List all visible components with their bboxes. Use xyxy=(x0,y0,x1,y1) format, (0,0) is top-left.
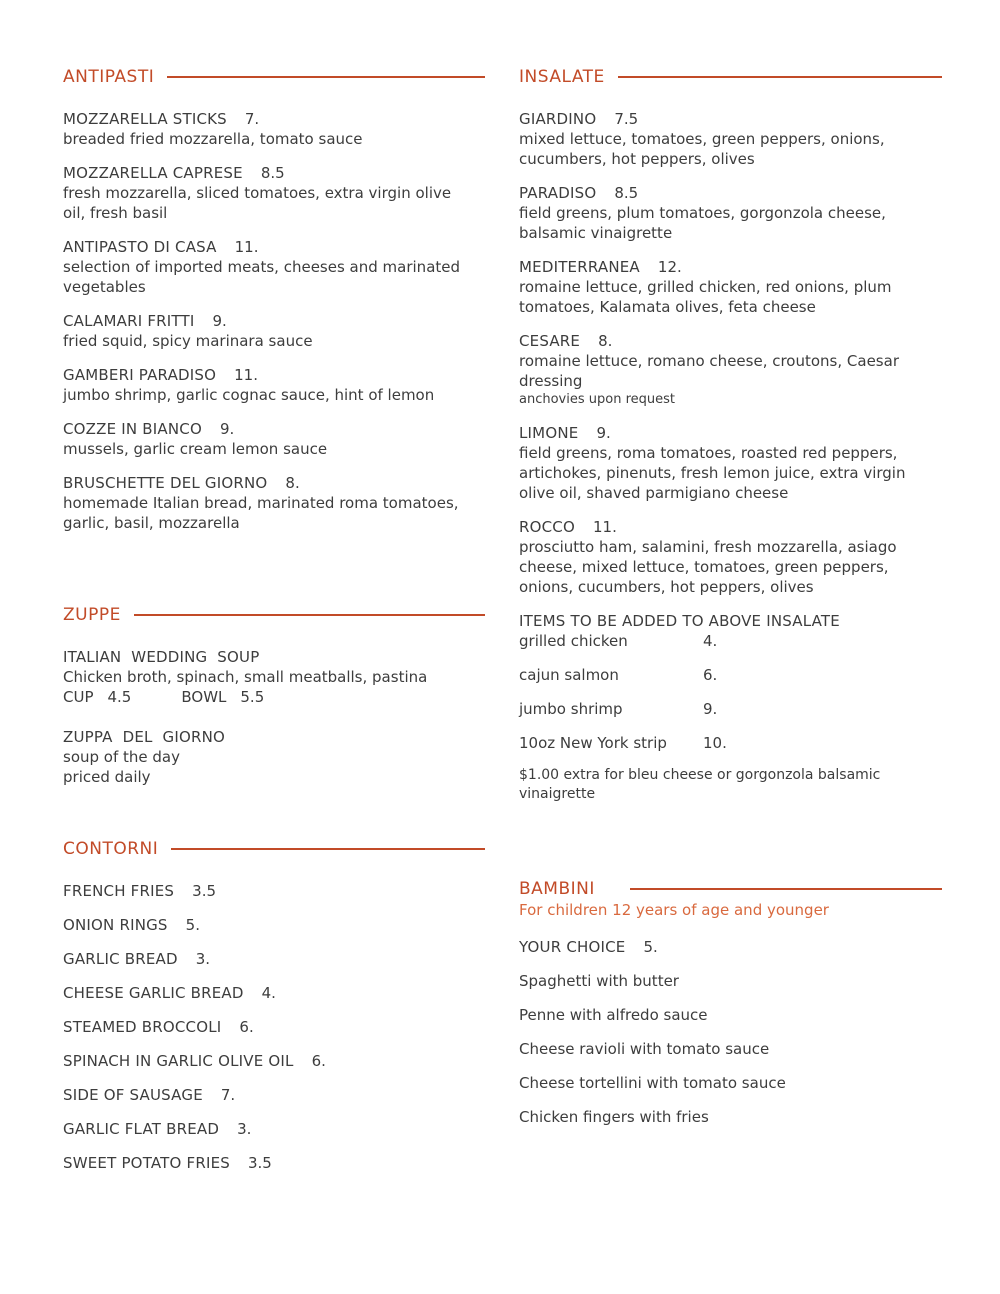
soup-sizes-line xyxy=(63,687,485,707)
menu-item-price: 12. xyxy=(657,258,682,276)
menu-item-price: 3. xyxy=(195,950,211,968)
menu-item xyxy=(519,257,942,317)
menu-item-name: ANTIPASTO DI CASA xyxy=(63,238,217,256)
menu-item-name: CESARE xyxy=(519,332,581,350)
bambini-item: Cheese ravioli with tomato sauce xyxy=(519,1040,770,1058)
menu-item-name: BRUSCHETTE DEL GIORNO xyxy=(63,474,268,492)
bambini-choice-name: YOUR CHOICE xyxy=(519,938,626,956)
cup-label: CUP xyxy=(63,688,94,706)
addon-item-price: 4. xyxy=(703,632,718,650)
menu-item-name: ITALIAN WEDDING SOUP xyxy=(63,648,260,666)
menu-item-price: 7. xyxy=(220,1086,236,1104)
menu-item-title-line xyxy=(63,365,485,385)
menu-item-title-line xyxy=(63,881,485,901)
menu-item-description: selection of imported meats, cheeses and marinated vegetables xyxy=(63,258,461,296)
addon-items xyxy=(519,631,942,753)
menu-item xyxy=(63,727,485,787)
menu-item-price: 9. xyxy=(212,312,227,330)
menu-item xyxy=(519,331,942,409)
menu-item-title-line xyxy=(63,311,485,331)
menu-item-price: 5. xyxy=(185,916,200,934)
menu-item-name: GIARDINO xyxy=(519,110,597,128)
contorni-title: CONTORNI xyxy=(63,839,159,859)
antipasti-items xyxy=(63,109,485,533)
menu-item xyxy=(63,1153,485,1173)
menu-item-name: CALAMARI FRITTI xyxy=(63,312,195,330)
menu-item xyxy=(63,1085,485,1105)
menu-item-title-line xyxy=(519,183,942,203)
bowl-price: 5.5 xyxy=(240,688,265,706)
contorni-items xyxy=(63,881,485,1173)
menu-item-name: GARLIC FLAT BREAD xyxy=(63,1120,220,1138)
menu-item-price: 11. xyxy=(234,366,258,384)
menu-item xyxy=(519,423,942,503)
menu-item-name: LIMONE xyxy=(519,424,579,442)
menu-item-title-line xyxy=(63,1119,485,1139)
menu-item-price: 3.5 xyxy=(192,882,217,900)
menu-item-title-line xyxy=(63,109,485,129)
menu-item-description: fried squid, spicy marinara sauce xyxy=(63,332,313,350)
menu-item xyxy=(519,517,942,597)
bambini-choice-line xyxy=(519,937,942,957)
menu-item xyxy=(63,365,485,405)
menu-item-name: GARLIC BREAD xyxy=(63,950,178,968)
bowl-label: BOWL xyxy=(181,688,227,706)
addons-heading: ITEMS TO BE ADDED TO ABOVE INSALATE xyxy=(519,612,840,630)
addon-item xyxy=(519,699,942,719)
section-bambini xyxy=(519,878,942,1127)
menu-item xyxy=(63,311,485,351)
addon-item-name: grilled chicken xyxy=(519,632,628,650)
bambini-item: Cheese tortellini with tomato sauce xyxy=(519,1074,786,1092)
menu-item-title-line xyxy=(63,1085,485,1105)
menu-item xyxy=(63,109,485,149)
menu-item-name: GAMBERI PARADISO xyxy=(63,366,217,384)
menu-item-price: 11. xyxy=(234,238,259,256)
menu-item-description: soup of the day xyxy=(63,748,180,766)
zuppe-header xyxy=(63,604,485,626)
menu-item-title-line xyxy=(63,1051,485,1071)
menu-item-title-line xyxy=(63,473,485,493)
menu-item xyxy=(63,1017,485,1037)
menu-item-title-line xyxy=(63,983,485,1003)
cup-price: 4.5 xyxy=(107,688,132,706)
section-insalate-addons xyxy=(519,611,942,804)
bambini-items xyxy=(519,971,942,1127)
section-zuppe xyxy=(63,604,485,787)
addon-item-name: 10oz New York strip xyxy=(519,734,667,752)
menu-item-description: mussels, garlic cream lemon sauce xyxy=(63,440,328,458)
menu-item-title-line xyxy=(63,1153,485,1173)
menu-item-price: 7. xyxy=(244,110,260,128)
menu-item-description: priced daily xyxy=(63,768,151,786)
zuppe-header-rule xyxy=(134,614,485,616)
menu-item-title-line xyxy=(63,949,485,969)
menu-item-price: 3. xyxy=(237,1120,252,1138)
insalate-items xyxy=(519,109,942,597)
menu-item-description: prosciutto ham, salamini, fresh mozzarella, asiago cheese, mixed lettuce, tomatoes, green peppers, onions, cucumbers, hot peppers, olives xyxy=(519,538,897,596)
menu-item-price: 8.5 xyxy=(260,164,285,182)
menu-item-name: CHEESE GARLIC BREAD xyxy=(63,984,244,1002)
contorni-header xyxy=(63,838,485,860)
menu-item-title-line xyxy=(63,727,485,747)
menu-item xyxy=(63,647,485,707)
menu-item-price: 11. xyxy=(592,518,617,536)
menu-item-name: SWEET POTATO FRIES xyxy=(63,1154,230,1172)
menu-item-name: FRENCH FRIES xyxy=(63,882,175,900)
menu-item-title-line xyxy=(519,257,942,277)
menu-item-name: MOZZARELLA STICKS xyxy=(63,110,227,128)
addon-item xyxy=(519,631,942,651)
bambini-item: Penne with alfredo sauce xyxy=(519,1006,708,1024)
right-column xyxy=(519,66,942,1127)
menu-item-price: 8. xyxy=(598,332,613,350)
menu-item-price: 8. xyxy=(285,474,300,492)
menu-item-title-line xyxy=(519,517,942,537)
menu-item-description: romaine lettuce, romano cheese, croutons, Caesar dressing xyxy=(519,352,899,390)
menu-item-description: breaded fried mozzarella, tomato sauce xyxy=(63,130,363,148)
menu-item-price: 8.5 xyxy=(614,184,639,202)
menu-item-name: ZUPPA DEL GIORNO xyxy=(63,728,226,746)
menu-item-title-line xyxy=(63,163,485,183)
section-insalate xyxy=(519,66,942,597)
section-contorni xyxy=(63,838,485,1173)
menu-item-name: PARADISO xyxy=(519,184,597,202)
menu-item xyxy=(63,1119,485,1139)
menu-item xyxy=(63,983,485,1003)
menu-item xyxy=(63,419,485,459)
insalate-header-rule xyxy=(618,76,942,78)
menu-item-price: 6. xyxy=(311,1052,326,1070)
addon-item xyxy=(519,665,942,685)
menu-item xyxy=(63,237,485,297)
menu-item xyxy=(63,1051,485,1071)
menu-item-description: field greens, plum tomatoes, gorgonzola cheese, balsamic vinaigrette xyxy=(519,204,886,242)
menu-item xyxy=(63,163,485,223)
menu-item-description: homemade Italian bread, marinated roma tomatoes, garlic, basil, mozzarella xyxy=(63,494,459,532)
menu-item-title-line xyxy=(63,915,485,935)
menu-item-description: mixed lettuce, tomatoes, green peppers, onions, cucumbers, hot peppers, olives xyxy=(519,130,885,168)
menu-item xyxy=(63,473,485,533)
antipasti-header xyxy=(63,66,485,88)
menu-item-name: STEAMED BROCCOLI xyxy=(63,1018,222,1036)
insalate-title: INSALATE xyxy=(519,67,605,87)
bambini-subtitle: For children 12 years of age and younger xyxy=(519,901,829,919)
bambini-item: Spaghetti with butter xyxy=(519,972,679,990)
menu-item xyxy=(519,183,942,243)
menu-item-description: jumbo shrimp, garlic cognac sauce, hint of lemon xyxy=(63,386,435,404)
menu-item xyxy=(63,949,485,969)
menu-item-name: MEDITERRANEA xyxy=(519,258,640,276)
contorni-header-rule xyxy=(171,848,485,850)
zuppe-title: ZUPPE xyxy=(63,605,121,625)
menu-item xyxy=(519,109,942,169)
menu-item-price: 9. xyxy=(596,424,611,442)
addon-item xyxy=(519,733,942,753)
insalate-header xyxy=(519,66,942,88)
antipasti-header-rule xyxy=(167,76,485,78)
menu-item-description: romaine lettuce, grilled chicken, red onions, plum tomatoes, Kalamata olives, feta cheese xyxy=(519,278,892,316)
menu-item-description: field greens, roma tomatoes, roasted red peppers, artichokes, pinenuts, fresh lemon juice, extra virgin olive oil, shaved parmigiano cheese xyxy=(519,444,906,502)
menu-item-name: MOZZARELLA CAPRESE xyxy=(63,164,243,182)
menu-item xyxy=(63,915,485,935)
menu-item-title-line xyxy=(63,647,485,667)
menu-item-title-line xyxy=(63,1017,485,1037)
menu-item-title-line xyxy=(63,419,485,439)
bambini-item: Chicken fingers with fries xyxy=(519,1108,709,1126)
section-antipasti xyxy=(63,66,485,533)
bambini-title: BAMBINI xyxy=(519,879,595,899)
menu-item-note: anchovies upon request xyxy=(519,392,675,407)
menu-item-name: SPINACH IN GARLIC OLIVE OIL xyxy=(63,1052,294,1070)
addons-note: $1.00 extra for bleu cheese or gorgonzola balsamic vinaigrette xyxy=(519,767,881,802)
zuppe-items xyxy=(63,647,485,787)
bambini-choice-price: 5. xyxy=(643,938,658,956)
antipasti-title: ANTIPASTI xyxy=(63,67,155,87)
addon-item-price: 6. xyxy=(703,666,718,684)
bambini-header xyxy=(519,878,942,900)
menu-item-name: COZZE IN BIANCO xyxy=(63,420,202,438)
left-column xyxy=(63,66,485,1173)
menu-item-price: 4. xyxy=(261,984,276,1002)
bambini-header-rule xyxy=(630,888,942,890)
menu-item-title-line xyxy=(519,331,942,351)
menu-item-name: ONION RINGS xyxy=(63,916,168,934)
menu-item-name: SIDE OF SAUSAGE xyxy=(63,1086,203,1104)
menu-item-description: Chicken broth, spinach, small meatballs, pastina xyxy=(63,668,428,686)
menu-item-title-line xyxy=(63,237,485,257)
menu-item-price: 9. xyxy=(219,420,235,438)
addon-item-name: cajun salmon xyxy=(519,666,619,684)
menu-item-price: 3.5 xyxy=(248,1154,272,1172)
menu-item-name: ROCCO xyxy=(519,518,575,536)
addon-item-price: 9. xyxy=(703,700,718,718)
menu-item-title-line xyxy=(519,109,942,129)
menu-item-description: fresh mozzarella, sliced tomatoes, extra virgin olive oil, fresh basil xyxy=(63,184,452,222)
addon-item-name: jumbo shrimp xyxy=(519,700,623,718)
addon-item-price: 10. xyxy=(703,734,727,752)
menu-item xyxy=(63,881,485,901)
menu-item-price: 6. xyxy=(239,1018,254,1036)
menu-item-title-line xyxy=(519,423,942,443)
menu-item-price: 7.5 xyxy=(614,110,639,128)
